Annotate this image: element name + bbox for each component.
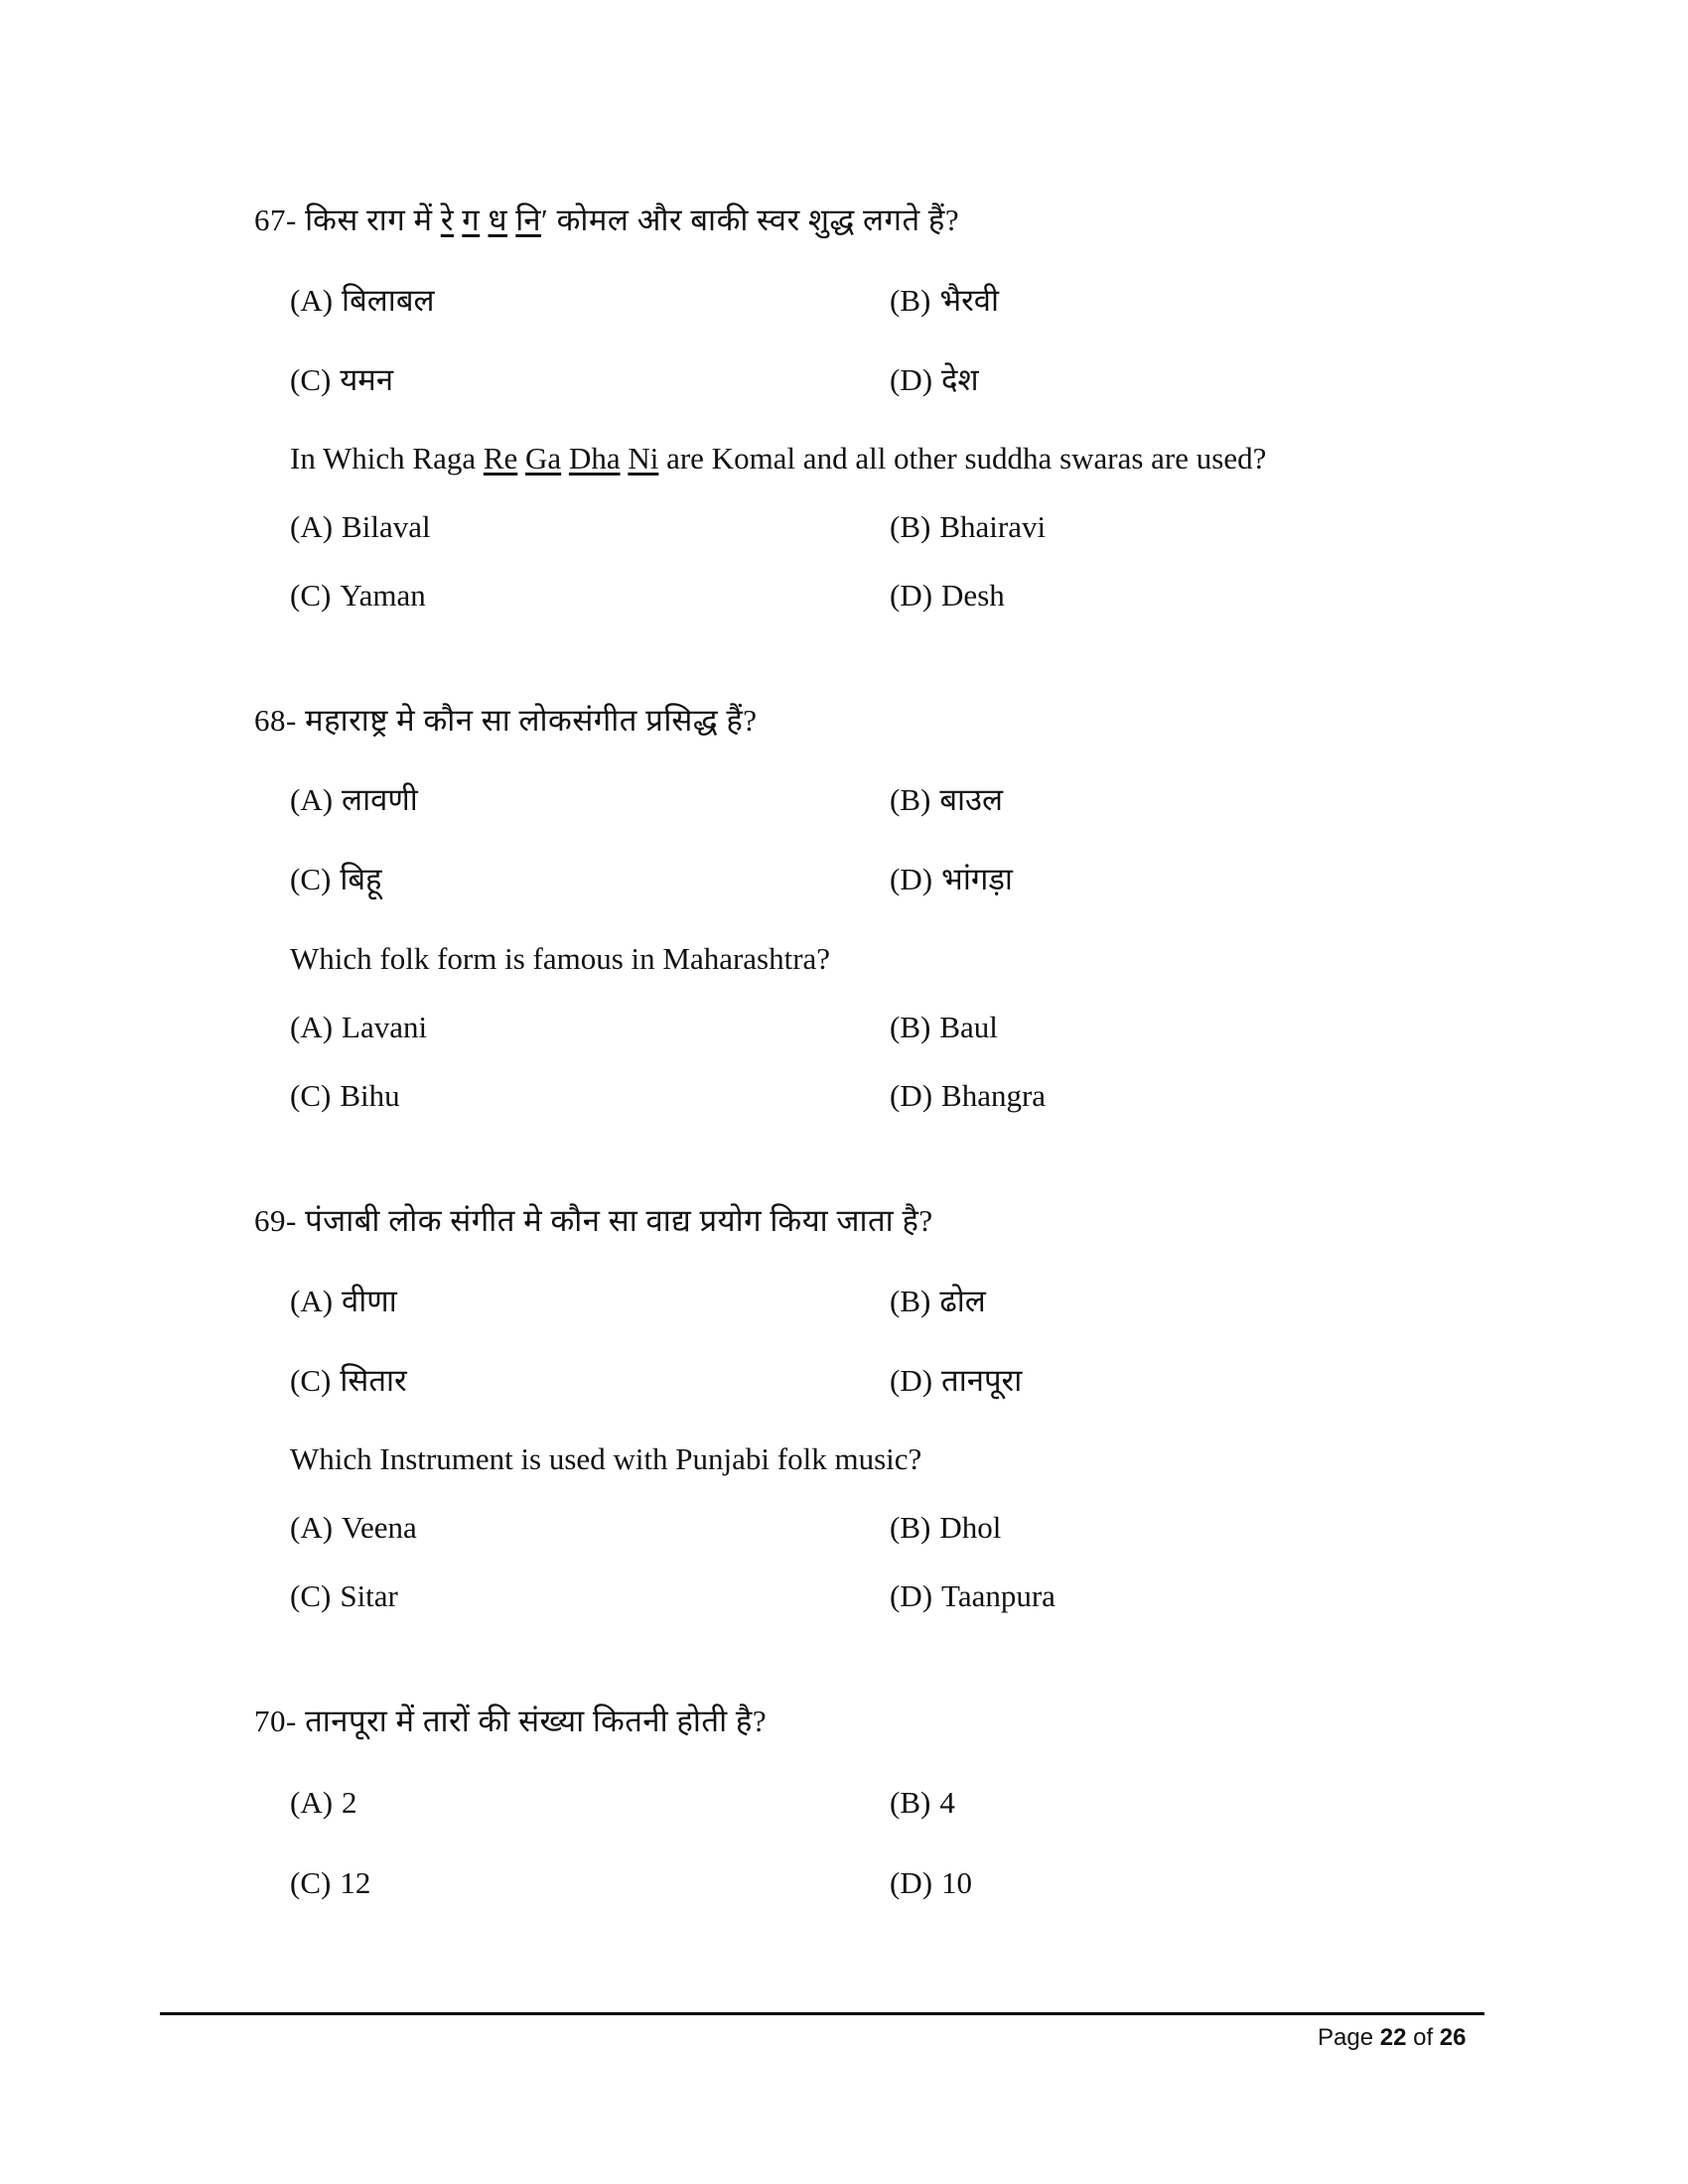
question-67-hindi: 67- किस राग में रे ग ध नि′ कोमल और बाकी स्वर शुद्ध लगते हैं? [254,203,960,237]
option-d[interactable]: (D) Taanpura [890,1578,1055,1613]
option-a[interactable]: (A) Veena [290,1510,417,1545]
swara-ni: Ni [628,441,659,476]
option-b[interactable]: (B) भैरवी [890,283,1000,318]
question-68-hindi: 68- महाराष्ट्र मे कौन सा लोकसंगीत प्रसिद्ध हैं? [254,703,758,738]
option-b[interactable]: (B) बाउल [890,782,1004,817]
swara-re: Re [483,441,518,476]
option-b[interactable]: (B) 4 [890,1785,955,1820]
option-b[interactable]: (B) ढोल [890,1284,986,1318]
question-67-english: In Which Raga Re Ga Dha Ni are Komal and all other suddha swaras are used? [290,441,1267,476]
option-a[interactable]: (A) लावणी [290,782,418,817]
swara-dha: ध [488,203,508,237]
option-c[interactable]: (C) 12 [290,1865,371,1900]
option-b[interactable]: (B) Baul [890,1010,998,1044]
option-a[interactable]: (A) Lavani [290,1010,428,1044]
option-c[interactable]: (C) सितार [290,1363,407,1398]
option-c[interactable]: (C) Sitar [290,1578,398,1613]
footer-divider [160,2012,1484,2015]
option-d[interactable]: (D) भांगड़ा [890,862,1013,896]
option-d[interactable]: (D) 10 [890,1865,973,1900]
swara-dha: Dha [568,441,621,476]
question-number: 68- [254,703,297,738]
question-69-english: Which Instrument is used with Punjabi folk music? [290,1441,922,1476]
total-pages: 26 [1439,2024,1467,2051]
option-a[interactable]: (A) 2 [290,1785,357,1820]
option-c[interactable]: (C) Yaman [290,578,426,613]
option-d[interactable]: (D) Bhangra [890,1078,1047,1113]
option-a[interactable]: (A) वीणा [290,1284,397,1318]
option-b[interactable]: (B) Dhol [890,1510,1002,1545]
question-68-english: Which folk form is famous in Maharashtra? [290,941,831,976]
page-number: Page 22 of 26 [1318,2024,1467,2051]
option-d[interactable]: (D) Desh [890,578,1005,613]
option-d[interactable]: (D) तानपूरा [890,1363,1023,1398]
question-69-hindi: 69- पंजाबी लोक संगीत मे कौन सा वाद्य प्रयोग किया जाता है? [254,1203,933,1238]
option-c[interactable]: (C) Bihu [290,1078,400,1113]
question-number: 70- [254,1704,297,1738]
swara-ga: Ga [525,441,562,476]
swara-ni: नि [515,203,542,237]
option-d[interactable]: (D) देश [890,362,979,397]
question-70-hindi: 70- तानपूरा में तारों की संख्या कितनी होती है? [254,1704,768,1738]
option-a[interactable]: (A) बिलाबल [290,283,435,318]
option-a[interactable]: (A) Bilaval [290,509,431,544]
option-c[interactable]: (C) यमन [290,362,394,397]
swara-ga: ग [462,203,481,237]
option-b[interactable]: (B) Bhairavi [890,509,1047,544]
question-number: 69- [254,1203,297,1238]
question-number: 67- [254,203,297,237]
swara-re: रे [440,203,455,237]
current-page: 22 [1379,2024,1407,2051]
option-c[interactable]: (C) बिहू [290,862,382,896]
